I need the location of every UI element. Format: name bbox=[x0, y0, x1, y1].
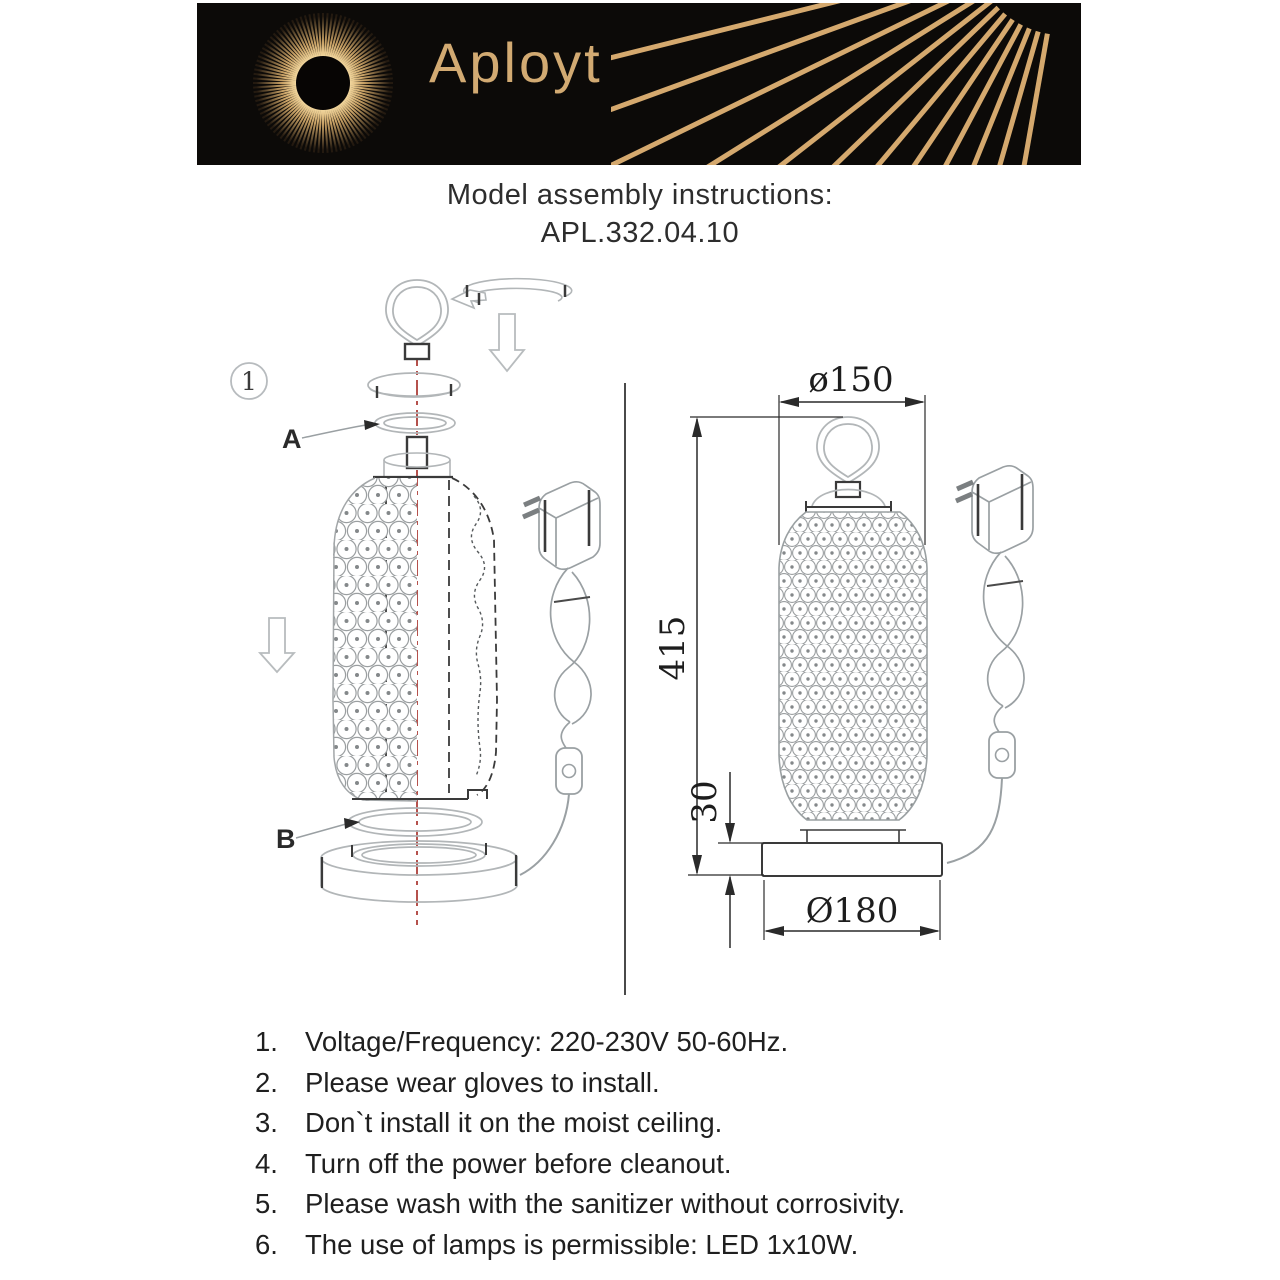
item-number: 1. bbox=[255, 1026, 278, 1057]
label-b: B bbox=[276, 824, 296, 854]
handle-loop bbox=[817, 417, 879, 483]
page-title: Model assembly instructions: bbox=[446, 179, 834, 211]
item-text: Please wash with the sanitizer without corrosivity. bbox=[305, 1188, 906, 1220]
item-number: 3. bbox=[255, 1107, 278, 1139]
dim-base-height-label: 30 bbox=[685, 780, 725, 824]
list-item bbox=[255, 1067, 1105, 1108]
ring-b bbox=[348, 808, 482, 836]
list-item bbox=[255, 1026, 1105, 1067]
step-number: 1 bbox=[241, 367, 257, 396]
item-text: Voltage/Frequency: 220-230V 50-60Hz. bbox=[305, 1026, 789, 1057]
list-item bbox=[255, 1107, 1105, 1148]
lamp-base bbox=[762, 843, 942, 876]
handle-loop bbox=[386, 280, 448, 346]
item-text: The use of lamps is permissible: LED 1x10W. bbox=[305, 1228, 859, 1260]
label-a: A bbox=[282, 424, 302, 454]
item-text: Don`t install it on the moist ceiling. bbox=[305, 1107, 723, 1139]
model-number: APL.332.04.10 bbox=[540, 217, 740, 249]
item-number: 4. bbox=[255, 1147, 278, 1179]
down-arrow-icon bbox=[490, 314, 524, 371]
exploded-view bbox=[231, 279, 600, 925]
dimension-view bbox=[653, 360, 1033, 948]
dim-base-diameter-label: Ø180 bbox=[805, 891, 899, 931]
dim-height-label: 415 bbox=[653, 615, 693, 681]
item-number: 2. bbox=[255, 1066, 278, 1098]
power-adapter bbox=[523, 482, 600, 794]
base-collar bbox=[800, 830, 906, 843]
list-item bbox=[255, 1229, 1105, 1270]
power-cord bbox=[520, 794, 569, 875]
item-number: 6. bbox=[255, 1228, 278, 1260]
label-b-leader bbox=[296, 824, 346, 838]
lamp-shade bbox=[779, 512, 927, 820]
label-a-leader bbox=[302, 425, 366, 438]
item-number: 5. bbox=[255, 1188, 278, 1220]
power-adapter bbox=[956, 466, 1033, 778]
item-text: Please wear gloves to install. bbox=[305, 1066, 660, 1098]
ring-a bbox=[375, 413, 455, 433]
rotate-arrow-icon bbox=[452, 279, 572, 308]
loop-connector bbox=[405, 344, 429, 359]
item-text: Turn off the power before cleanout. bbox=[305, 1147, 732, 1179]
lamp-shade-exploded bbox=[330, 475, 497, 805]
down-arrow-icon bbox=[260, 618, 294, 672]
dim-top-diameter-label: ø150 bbox=[808, 360, 894, 400]
power-cord bbox=[947, 778, 1002, 863]
instructions-list bbox=[255, 1026, 1105, 1270]
lamp-base-exploded bbox=[321, 841, 517, 902]
top-cap bbox=[368, 373, 460, 397]
brand-name: Aployt bbox=[429, 31, 603, 94]
list-item bbox=[255, 1148, 1105, 1189]
list-item bbox=[255, 1188, 1105, 1229]
